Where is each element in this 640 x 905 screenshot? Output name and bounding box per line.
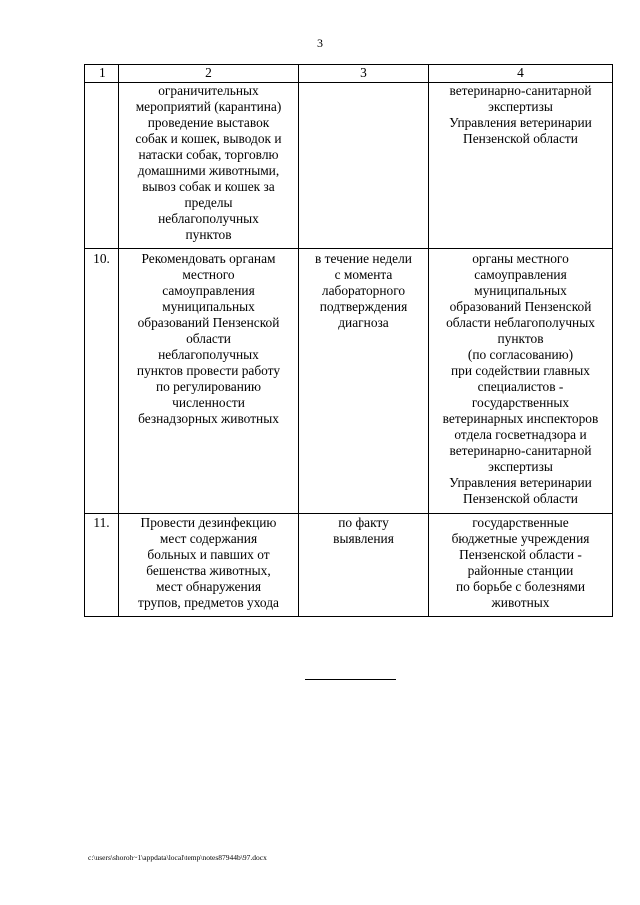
row-number (85, 83, 119, 249)
table-row (85, 83, 613, 249)
table-row (85, 249, 613, 514)
row-term (299, 83, 429, 249)
row-responsible: ветеринарно-санитарной экспертизы Управления ветеринарии Пензенской области (429, 83, 613, 249)
row-action: Рекомендовать органам местного самоуправления муниципальных образований Пензенской области неблагополучных пунктов провести работу по регулированию численности безнадзорных животных (119, 249, 299, 514)
page-number: 3 (317, 36, 323, 50)
row-responsible: государственные бюджетные учреждения Пензенской области - районные станции по борьбе с болезнями животных (429, 514, 613, 617)
table-row (85, 514, 613, 617)
header-col-2: 2 (119, 65, 299, 83)
header-col-3: 3 (299, 65, 429, 83)
header-col-1: 1 (85, 65, 119, 83)
table-header-row (85, 65, 613, 83)
row-number: 10. (85, 249, 119, 514)
row-action: Провести дезинфекцию мест содержания больных и павших от бешенства животных, мест обнаружения трупов, предметов ухода (119, 514, 299, 617)
row-term: по факту выявления (299, 514, 429, 617)
row-number: 11. (85, 514, 119, 617)
row-responsible: органы местного самоуправления муниципальных образований Пензенской области неблагополучных пунктов (по согласованию) при содействии главных специалистов - государственных ветеринарных инспекторов отдела госветнадзора и ветеринарно-санитарной экспертизы Управления ветеринарии Пензенской области (429, 249, 613, 514)
header-col-4: 4 (429, 65, 613, 83)
row-action: ограничительных мероприятий (карантина) проведение выставок собак и кошек, выводок и натаски собак, торговлю домашними животными, вывоз собак и кошек за пределы неблагополучных пунктов (119, 83, 299, 249)
closing-rule (305, 679, 396, 680)
file-path-footer: c:\users\shoroh~1\appdata\local\temp\notes87944b\97.docx (88, 853, 267, 862)
row-term: в течение недели с момента лабораторного подтверждения диагноза (299, 249, 429, 514)
measures-table (84, 64, 613, 617)
